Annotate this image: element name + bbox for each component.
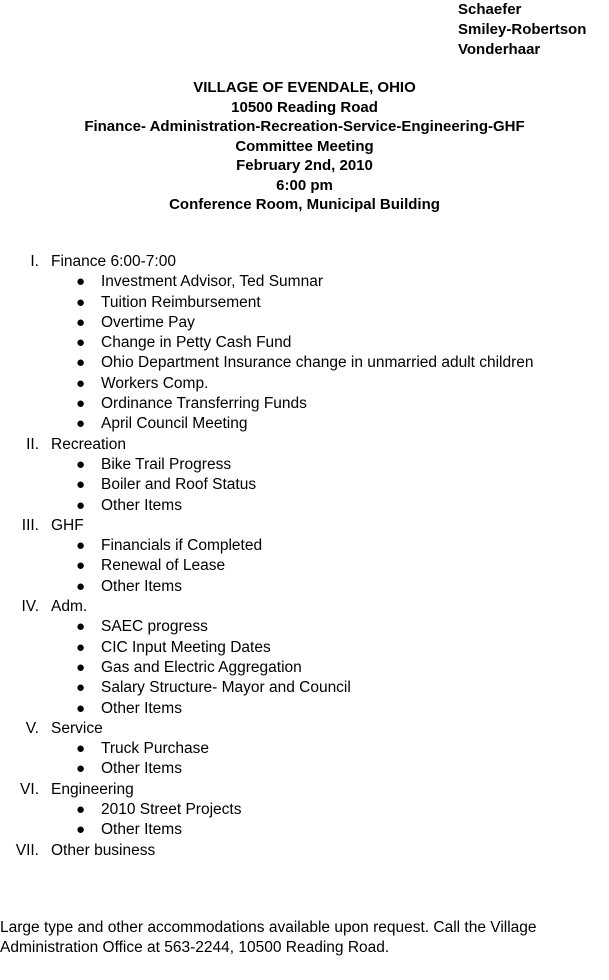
section-number: V. — [25, 719, 39, 737]
bullet-icon: ● — [76, 354, 86, 372]
agenda-item-text: Financials if Completed — [101, 537, 263, 555]
agenda-section — [0, 597, 609, 617]
bullet-icon: ● — [76, 679, 86, 697]
bullet-icon: ● — [76, 618, 86, 636]
meeting-location: Conference Room, Municipal Building — [169, 196, 440, 213]
bullet-icon: ● — [76, 455, 86, 473]
section-title: Other business — [51, 841, 156, 859]
bullet-icon: ● — [76, 801, 86, 819]
section-title: Recreation — [51, 435, 126, 453]
document-header — [0, 78, 609, 215]
meeting-time: 6:00 pm — [276, 176, 333, 194]
agenda-item-text: Gas and Electric Aggregation — [101, 658, 302, 676]
agenda-item-text: Other Items — [101, 760, 182, 778]
agenda-item — [0, 820, 609, 840]
agenda-section — [0, 516, 609, 536]
meeting-date: February 2nd, 2010 — [236, 157, 373, 174]
bullet-icon: ● — [76, 334, 86, 352]
section-title: Service — [51, 719, 103, 737]
section-number: VI. — [20, 780, 39, 798]
attendee-name: Smiley-Robertson — [458, 21, 587, 38]
section-number: II. — [26, 435, 39, 453]
agenda-item — [0, 313, 609, 333]
section-title: Finance 6:00-7:00 — [51, 253, 176, 270]
bullet-icon: ● — [76, 293, 86, 311]
bullet-icon: ● — [76, 821, 86, 839]
agenda-item-text: SAEC progress — [101, 618, 208, 636]
agenda-item-text: Change in Petty Cash Fund — [101, 334, 292, 352]
bullet-icon: ● — [76, 537, 86, 555]
attendee-name: Vonderhaar — [458, 41, 541, 58]
agenda-item — [0, 658, 609, 678]
agenda-item-text: CIC Input Meeting Dates — [101, 638, 271, 656]
notice-line: Administration Office at 563-2244, 10500 Reading Road. — [0, 939, 390, 956]
agenda-item — [0, 394, 609, 414]
section-number: VII. — [15, 841, 39, 859]
agenda-item — [0, 536, 609, 556]
agenda-item — [0, 496, 609, 516]
bullet-icon: ● — [76, 395, 86, 413]
section-number: I. — [30, 253, 39, 270]
bullet-icon: ● — [76, 577, 86, 595]
bullet-icon: ● — [76, 313, 86, 331]
agenda-section — [0, 780, 609, 800]
agenda-item — [0, 556, 609, 576]
bullet-icon: ● — [76, 760, 86, 778]
notice-line: Large type and other accommodations available upon request. Call the Village — [0, 919, 537, 936]
agenda-item — [0, 638, 609, 658]
agenda-item-text: Renewal of Lease — [101, 557, 226, 575]
agenda-item-text: Investment Advisor, Ted Sumnar — [101, 273, 323, 291]
agenda-item — [0, 333, 609, 353]
agenda-item-text: Tuition Reimbursement — [101, 293, 261, 311]
agenda-section — [0, 719, 609, 739]
bullet-icon: ● — [76, 476, 86, 494]
section-number: III. — [21, 516, 39, 534]
agenda-item-text: Workers Comp. — [101, 374, 209, 392]
bullet-icon: ● — [76, 374, 86, 392]
agenda-item — [0, 353, 609, 373]
agenda-item — [0, 272, 609, 292]
agenda-item-text: 2010 Street Projects — [101, 801, 242, 819]
agenda-item — [0, 293, 609, 313]
agenda-item — [0, 414, 609, 434]
agenda-item — [0, 455, 609, 475]
agenda-item — [0, 617, 609, 637]
section-title: Adm. — [51, 598, 88, 616]
agenda-item — [0, 800, 609, 820]
agenda-item-text: Other Items — [101, 577, 182, 595]
agenda-item-text: April Council Meeting — [101, 415, 248, 433]
agenda-section — [0, 252, 609, 272]
agenda-item — [0, 475, 609, 495]
agenda-item-text: Truck Purchase — [101, 740, 209, 758]
section-number: IV. — [21, 598, 39, 616]
bullet-icon: ● — [76, 415, 86, 433]
agenda-item — [0, 739, 609, 759]
agenda-item — [0, 699, 609, 719]
bullet-icon: ● — [76, 638, 86, 656]
bullet-icon: ● — [76, 273, 86, 291]
agenda-item-text: Bike Trail Progress — [101, 455, 232, 473]
agenda-item-text: Overtime Pay — [101, 313, 195, 331]
agenda-item-text: Other Items — [101, 821, 182, 839]
agenda-item-text: Ohio Department Insurance change in unmarried adult children — [101, 354, 534, 372]
meeting-type: Committee Meeting — [235, 137, 374, 155]
committees: Finance- Administration-Recreation-Service-Engineering-GHF — [84, 118, 525, 135]
agenda-item — [0, 678, 609, 698]
agenda-item — [0, 577, 609, 597]
agenda-list — [0, 252, 609, 861]
agenda-section — [0, 841, 609, 861]
bullet-icon: ● — [76, 496, 86, 514]
agenda-item-text: Ordinance Transferring Funds — [101, 395, 307, 413]
agenda-item-text: Boiler and Roof Status — [101, 476, 257, 494]
attendee-names — [458, 0, 586, 60]
address: 10500 Reading Road — [231, 98, 378, 116]
agenda-item-text: Other Items — [101, 496, 182, 514]
agenda-item — [0, 374, 609, 394]
village-title: VILLAGE OF EVENDALE, OHIO — [193, 79, 416, 96]
agenda-item — [0, 759, 609, 779]
bullet-icon: ● — [76, 557, 86, 575]
bullet-icon: ● — [76, 658, 86, 676]
agenda-item-text: Other Items — [101, 699, 182, 717]
section-title: GHF — [51, 516, 84, 534]
bullet-icon: ● — [76, 699, 86, 717]
agenda-section — [0, 435, 609, 455]
section-title: Engineering — [51, 780, 134, 798]
accommodations-notice — [0, 918, 609, 958]
attendee-name: Schaefer — [458, 1, 522, 18]
agenda-item-text: Salary Structure- Mayor and Council — [101, 679, 351, 697]
bullet-icon: ● — [76, 740, 86, 758]
